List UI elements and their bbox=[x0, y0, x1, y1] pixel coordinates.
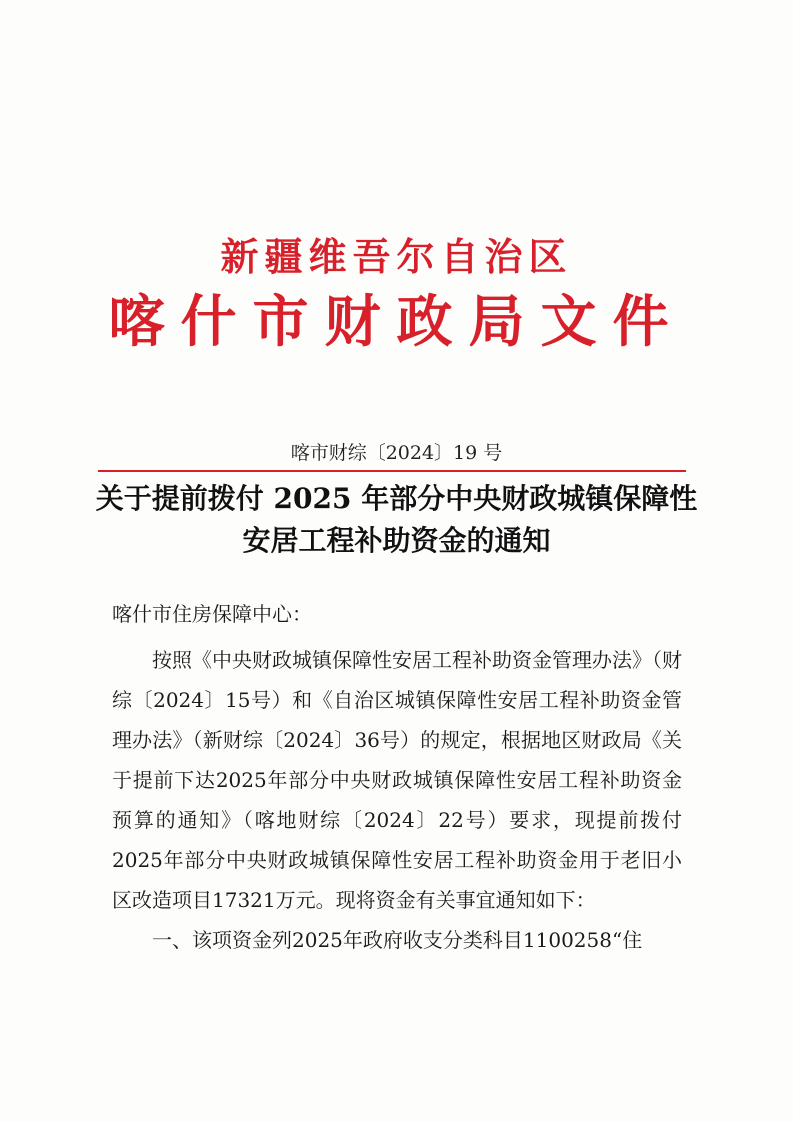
body-paragraph: 一、该项资金列2025年政府收支分类科目1100258“住 bbox=[152, 928, 643, 952]
issuer-name-heading: 喀什市财政局文件 bbox=[108, 290, 685, 355]
issuer-region-heading: 新疆维吾尔自治区 bbox=[220, 235, 573, 279]
document-number: 喀市财综〔2024〕19 号 bbox=[290, 442, 503, 464]
document-title: 关于提前拨付 2025 年部分中央财政城镇保障性安居工程补助资金的通知 bbox=[95, 482, 698, 557]
body-paragraph: 按照《中央财政城镇保障性安居工程补助资金管理办法》（财综〔2024〕15号）和《自治区城镇保障性安居工程补助资金管理办法》（新财综〔2024〕36号）的规定，根据地区财政局《关于提前下达2025年部分中央财政城镇保障性安居工程补助资金预算的通知》（喀地财综〔2024〕22号）要求，现提前拨付2025年部分中央财政城镇保障性安居工程补助资金用于老旧小区改造项目17321万元。现将资金有关事宜通知如下： bbox=[112, 648, 682, 912]
addressee: 喀什市住房保障中心： bbox=[112, 602, 312, 626]
document-body bbox=[112, 640, 682, 960]
red-divider-line bbox=[98, 470, 686, 472]
